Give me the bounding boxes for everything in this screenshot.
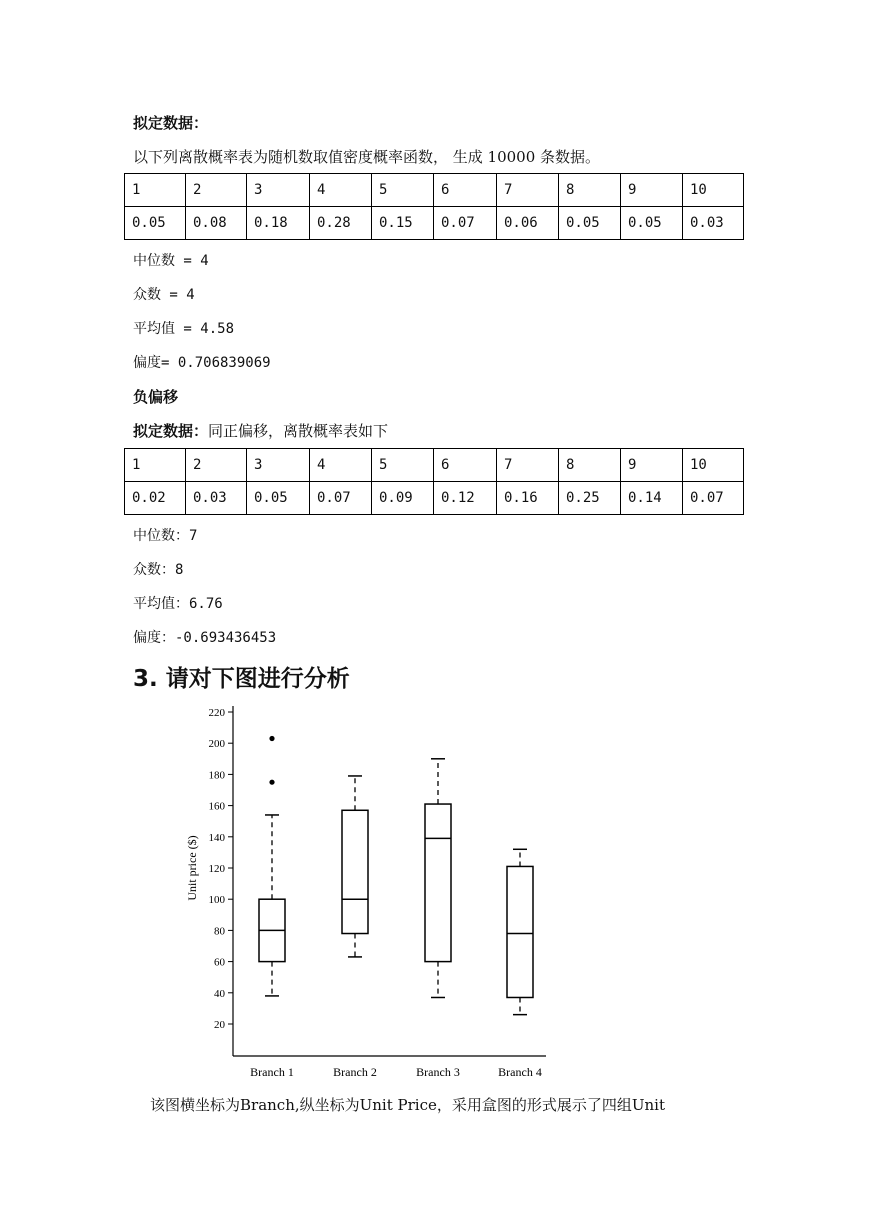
data-label: 拟定数据： (133, 422, 209, 440)
table-cell: 10 (683, 174, 744, 207)
table-cell: 7 (497, 174, 559, 207)
table-cell: 0.07 (310, 482, 372, 515)
table-cell: 7 (497, 449, 559, 482)
table-cell: 6 (434, 174, 497, 207)
table-cell: 5 (372, 174, 434, 207)
table-cell: 3 (247, 174, 310, 207)
table-cell: 1 (125, 174, 186, 207)
box-3 (425, 804, 451, 962)
median-text: 中位数：7 (133, 528, 198, 544)
caption-text: 该图横坐标为Branch,纵坐标为Unit Price，采用盒图的形式展示了四组Unit (150, 1096, 665, 1114)
table-cell: 0.05 (247, 482, 310, 515)
table-cell: 0.25 (559, 482, 621, 515)
table-cell: 0.28 (310, 207, 372, 240)
table-cell: 0.09 (372, 482, 434, 515)
x-category-label: Branch 3 (416, 1065, 460, 1079)
table-row (125, 174, 744, 207)
table-cell: 0.16 (497, 482, 559, 515)
table-row (125, 449, 744, 482)
data-label: 拟定数据： (133, 114, 209, 132)
table-cell: 0.12 (434, 482, 497, 515)
table-cell: 0.05 (559, 207, 621, 240)
x-category-label: Branch 4 (498, 1065, 542, 1079)
y-axis-label: Unit price ($) (185, 835, 199, 901)
box-plot-chart (180, 700, 560, 1085)
y-tick-label: 40 (214, 987, 225, 1000)
table-cell: 0.05 (621, 207, 683, 240)
table-cell: 3 (247, 449, 310, 482)
intro-text: 以下列离散概率表为随机数取值密度概率函数， 生成 10000 条数据。 (133, 148, 601, 166)
y-tick-label: 20 (214, 1019, 225, 1031)
table-cell: 0.07 (683, 482, 744, 515)
table-cell: 0.07 (434, 207, 497, 240)
median-text: 中位数 = 4 (133, 253, 209, 269)
y-tick-label: 160 (208, 800, 225, 813)
mean-text: 平均值 = 4.58 (133, 321, 235, 337)
mode-text: 众数 = 4 (133, 287, 195, 303)
table-cell: 9 (621, 449, 683, 482)
section-heading: 3. 请对下图进行分析 (133, 666, 350, 692)
box-2 (342, 810, 368, 933)
section-title-negative: 负偏移 (133, 388, 179, 406)
skewness-text: 偏度= 0.706839069 (133, 355, 271, 371)
y-tick-label: 140 (208, 831, 225, 844)
table-cell: 2 (186, 174, 247, 207)
y-tick-label: 220 (208, 707, 225, 719)
table-cell: 8 (559, 174, 621, 207)
table-cell: 2 (186, 449, 247, 482)
table-cell: 0.06 (497, 207, 559, 240)
table-cell: 9 (621, 174, 683, 207)
probability-table-positive (124, 173, 744, 240)
y-tick-label: 200 (208, 738, 225, 751)
table-cell: 1 (125, 449, 186, 482)
skewness-text: 偏度：-0.693436453 (133, 630, 277, 646)
probability-table-negative (124, 448, 744, 515)
table-cell: 0.18 (247, 207, 310, 240)
x-category-label: Branch 1 (250, 1065, 294, 1079)
table-cell: 10 (683, 449, 744, 482)
outlier-point (269, 780, 274, 785)
data-description: 同正偏移，离散概率表如下 (208, 422, 389, 440)
y-tick-label: 60 (214, 956, 225, 969)
box-4 (507, 866, 533, 997)
table-cell: 6 (434, 449, 497, 482)
table-cell: 0.14 (621, 482, 683, 515)
table-cell: 4 (310, 449, 372, 482)
table-cell: 8 (559, 449, 621, 482)
table-cell: 0.15 (372, 207, 434, 240)
table-cell: 0.03 (186, 482, 247, 515)
table-cell: 0.03 (683, 207, 744, 240)
table-cell: 4 (310, 174, 372, 207)
x-category-label: Branch 2 (333, 1065, 377, 1079)
y-tick-label: 120 (208, 863, 225, 875)
data-desc (133, 421, 388, 441)
table-cell: 5 (372, 449, 434, 482)
table-cell: 0.08 (186, 207, 247, 240)
table-row (125, 482, 744, 515)
table-row (125, 207, 744, 240)
table-cell: 0.02 (125, 482, 186, 515)
table-cell: 0.05 (125, 207, 186, 240)
mode-text: 众数：8 (133, 562, 184, 578)
y-tick-label: 180 (208, 769, 225, 782)
y-tick-label: 80 (214, 925, 225, 938)
outlier-point (269, 736, 274, 741)
mean-text: 平均值：6.76 (133, 596, 223, 612)
y-tick-label: 100 (208, 894, 225, 907)
